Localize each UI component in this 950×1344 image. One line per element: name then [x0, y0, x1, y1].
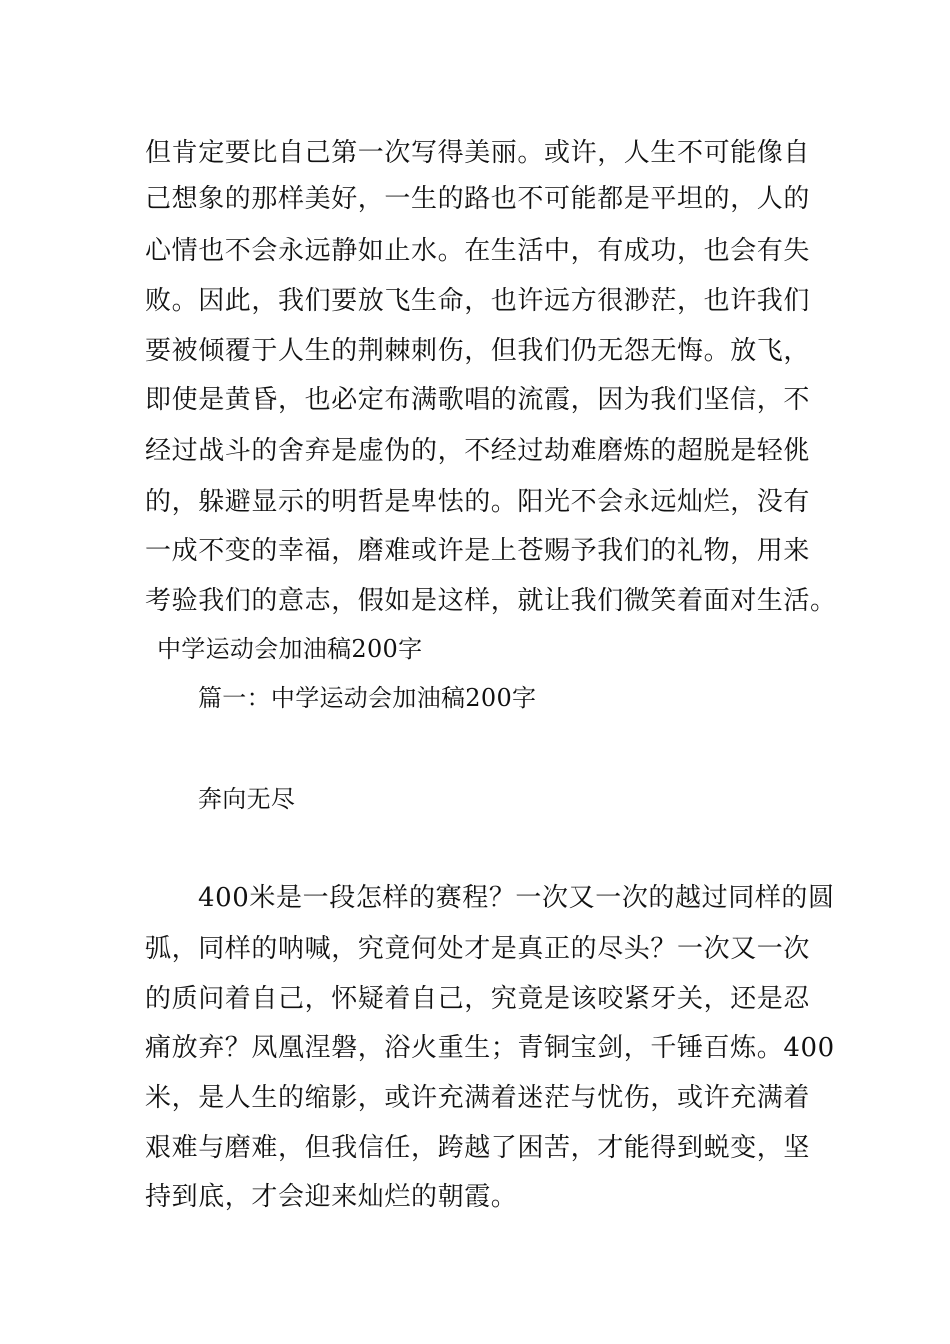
chapter-title: 篇一：中学运动会加油稿200字 — [198, 684, 537, 712]
text-line: 即使是黄昏，也必定布满歌唱的流霞，因为我们坚信，不 — [145, 385, 811, 415]
text-line: 400米是一段怎样的赛程？一次又一次的越过同样的圆 — [198, 883, 835, 913]
text-line: 败。因此，我们要放飞生命，也许远方很渺茫，也许我们 — [145, 286, 811, 316]
text-line: 经过战斗的舍弃是虚伪的，不经过劫难磨炼的超脱是轻佻 — [145, 436, 811, 466]
text-line: 的质问着自己，怀疑着自己，究竟是该咬紧牙关，还是忍 — [145, 984, 811, 1014]
text-line: 的，躲避显示的明哲是卑怯的。阳光不会永远灿烂，没有 — [145, 487, 811, 517]
text-line: 心情也不会永远静如止水。在生活中，有成功，也会有失 — [145, 236, 811, 266]
text-line: 但肯定要比自己第一次写得美丽。或许，人生不可能像自 — [145, 138, 811, 168]
section-title: 中学运动会加油稿200字 — [157, 635, 423, 663]
text-line: 持到底，才会迎来灿烂的朝霞。 — [145, 1182, 518, 1212]
text-line: 弧，同样的呐喊，究竟何处才是真正的尽头？一次又一次 — [145, 934, 811, 964]
text-line: 要被倾覆于人生的荆棘刺伤，但我们仍无怨无悔。放飞， — [145, 336, 811, 366]
essay-title: 奔向无尽 — [198, 785, 296, 813]
text-line: 艰难与磨难，但我信任，跨越了困苦，才能得到蜕变，坚 — [145, 1133, 811, 1163]
text-line: 己想象的那样美好，一生的路也不可能都是平坦的，人的 — [145, 184, 811, 214]
text-line: 米，是人生的缩影，或许充满着迷茫与忧伤，或许充满着 — [145, 1083, 811, 1113]
text-line: 痛放弃？凤凰涅磐，浴火重生；青铜宝剑，千锤百炼。400 — [145, 1033, 835, 1063]
text-line: 考验我们的意志，假如是这样，就让我们微笑着面对生活。 — [145, 586, 837, 616]
text-line: 一成不变的幸福，磨难或许是上苍赐予我们的礼物，用来 — [145, 536, 811, 566]
